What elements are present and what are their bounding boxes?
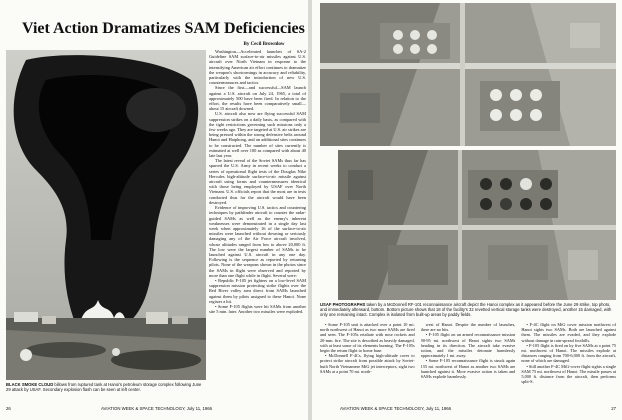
caption-lead: BLACK SMOKE CLOUD bbox=[6, 382, 54, 387]
aerial-photo-before bbox=[320, 3, 616, 146]
caption-text: billows from ruptured tank at Hanoi's petroleum storage complex following June 29 attack by USAF. Secondary explosion flash can be seen at left center. bbox=[6, 382, 202, 392]
text-column bbox=[320, 322, 415, 402]
text-column bbox=[421, 322, 516, 402]
left-page bbox=[0, 0, 308, 420]
right-page bbox=[312, 0, 622, 420]
article-paragraph: • F-105 flight on an armed reconnaissance mission 90-95 mi. northwest of Hanoi sights two SAMs heading in its direction. The aircraft take evasive action, and the missiles detonate harmlessly approximately 1 mi. away. bbox=[420, 332, 516, 359]
left-page-footer bbox=[6, 405, 302, 413]
article-continuation-columns bbox=[320, 322, 616, 402]
page-number: 26 bbox=[6, 406, 11, 411]
article-paragraph: • Some F-105 flights were hit SAMs from another site 5 min. later. Another two missiles were exploded. bbox=[209, 303, 306, 315]
page-number: 27 bbox=[611, 406, 616, 411]
article-paragraph: The latest reveal of the Soviet SAMs thus far has spurred the U.S. Army in recent weeks to conduct a series of operational flight tests of the Douglas Nike Hercules high-altitude surface-to-air missile against aircraft using forms and countermeasures identical with those being employed by USAF over North Vietnam. U.S. officials report that the most are in tests conducted thus far the aircraft would have been destroyed. bbox=[209, 158, 306, 205]
article-paragraph: • F-4C flight on MiG cover mission northwest of Hanoi sights two SAMs. Both are launched against them. The missiles are evaded, and they explode without damage in rain-spread foothills. bbox=[521, 322, 616, 343]
byline: By Cecil Brownlow bbox=[243, 42, 285, 47]
publication-line: AVIATION WEEK & SPACE TECHNOLOGY, July 11, 1966 bbox=[340, 406, 452, 411]
article-paragraph: U.S. aircraft also now are flying successful SAM suppression strikes on a daily basis, as compared with the tight restrictions governing such missions only a few weeks ago. They are targeted at U.S. air strikes are being pressed within the strong defensive belts around Hanoi and Haiphong, and an additional sites continues to be constructed. The number of sites currently is estimated at well over 100 as compared with about 40 late last year. bbox=[209, 111, 306, 159]
article-paragraph: west of Hanoi. Despite the number of launches, there are no hits. bbox=[420, 322, 516, 333]
aerial-photo-caption bbox=[320, 302, 616, 317]
aerial-photo-after bbox=[338, 150, 616, 300]
article-paragraph: Washington—Accelerated launches of SA-2 Guideline SAM surface-to-air missiles against U.S. aircraft over North Vietnam in response to the intensifying American air effort continues to dramatize the weapon's shortcomings in accuracy and reliability, particularly with the introduction of new U.S. countermeasures and tactics. bbox=[209, 49, 306, 86]
smoke-photo-caption bbox=[6, 382, 206, 392]
publication-line: AVIATION WEEK & SPACE TECHNOLOGY, July 11, 1966 bbox=[101, 406, 213, 411]
smoke-cloud-photo bbox=[6, 50, 206, 380]
caption-lead: USAF PHOTOGRAPHS bbox=[320, 302, 366, 307]
article-paragraph: • Republic F-105 jet fighters on a low-level SAM suppression mission protecting strike flights over the Red River valley area direct from SAMs launched against them by pilots assigned to these Hanoi. None register a hit. bbox=[209, 277, 306, 304]
article-paragraph: Evidence of improving U.S. tactics and countering techniques by pathfinder aircraft to counter the radar-guided SAMs as well as the enemy's inherent weaknesses were demonstrated in a single day last week when approximately 16 of the surface-to-air missiles were launched without downing or seriously damaging any of the Air Force aircraft involved, whose altitudes ranged from low to above 20,000 ft. The low were the largest number of SAMs to be launched against U.S. aircraft in any one day. Following is the sequence as reported by returning pilots. None of the weapons shown in the photos since the SAMs in flight were observed and reported by more than one flight while in flight. Several were: bbox=[209, 205, 306, 278]
article-paragraph: • F-105 flight is fired on by five SAMs at a point 75 mi. northwest of Hanoi. The missiles explode at distances ranging from 700-6,000 ft. from the aircraft, none of which are damaged. bbox=[521, 342, 616, 364]
caption-text: taken by a McDonnell RF-101 reconnaissance aircraft depict the Hanoi complex as it appeared before the June 29 strike, top photo, and immediately afterward, bottom. Bottom picture shows that 18 of the facility's 32 revetted vertical storage tanks were destroyed, another 15 damaged, with only one remaining intact. Complex is isolated from built-up areas by paddy fields. bbox=[320, 302, 612, 317]
article-paragraph: • Some F-105 reconnaissance flight is struck again 155 mi. northwest of Hanoi as another two SAMs are launched against it. More evasive action is taken and SAMs explode harmlessly. bbox=[420, 358, 516, 380]
article-body-column bbox=[209, 49, 306, 379]
article-headline: Viet Action Dramatizes SAM Deficiencies bbox=[22, 20, 305, 37]
article-paragraph: • McDonnell F-4Cs, flying high-altitude cover to protect strike aircraft from possible attack by Soviet-built North Vietnamese MiG jet interceptors, sight two SAMs at a point 70 mi. north- bbox=[320, 353, 415, 374]
text-column bbox=[521, 322, 616, 402]
right-page-footer bbox=[320, 405, 616, 413]
article-paragraph: • Some F-105 unit is attacked over a point 10 mi. north northwest of Hanoi as two more SAMs are fired and seen. The F-105s retaliate with nose rockets and 20-mm. fire. The site is described as heavily damaged, with at least some of its elements burning. The F-105s begin the return flight to home base. bbox=[320, 322, 415, 354]
article-paragraph: Since the first—and successful—SAM launch against a U.S. aircraft on July 24, 1965, a total of approximately 500 have been fired. In relation to the effort, the results have been comparatively small—about 15 aircraft downed. bbox=[209, 85, 306, 112]
article-paragraph: • Still another F-4C MiG-cover flight sights a single SAM 75 mi. northwest of Hanoi. The missile passes at 5,000 ft. distance from the aircraft, then performs split-S. bbox=[521, 363, 616, 385]
